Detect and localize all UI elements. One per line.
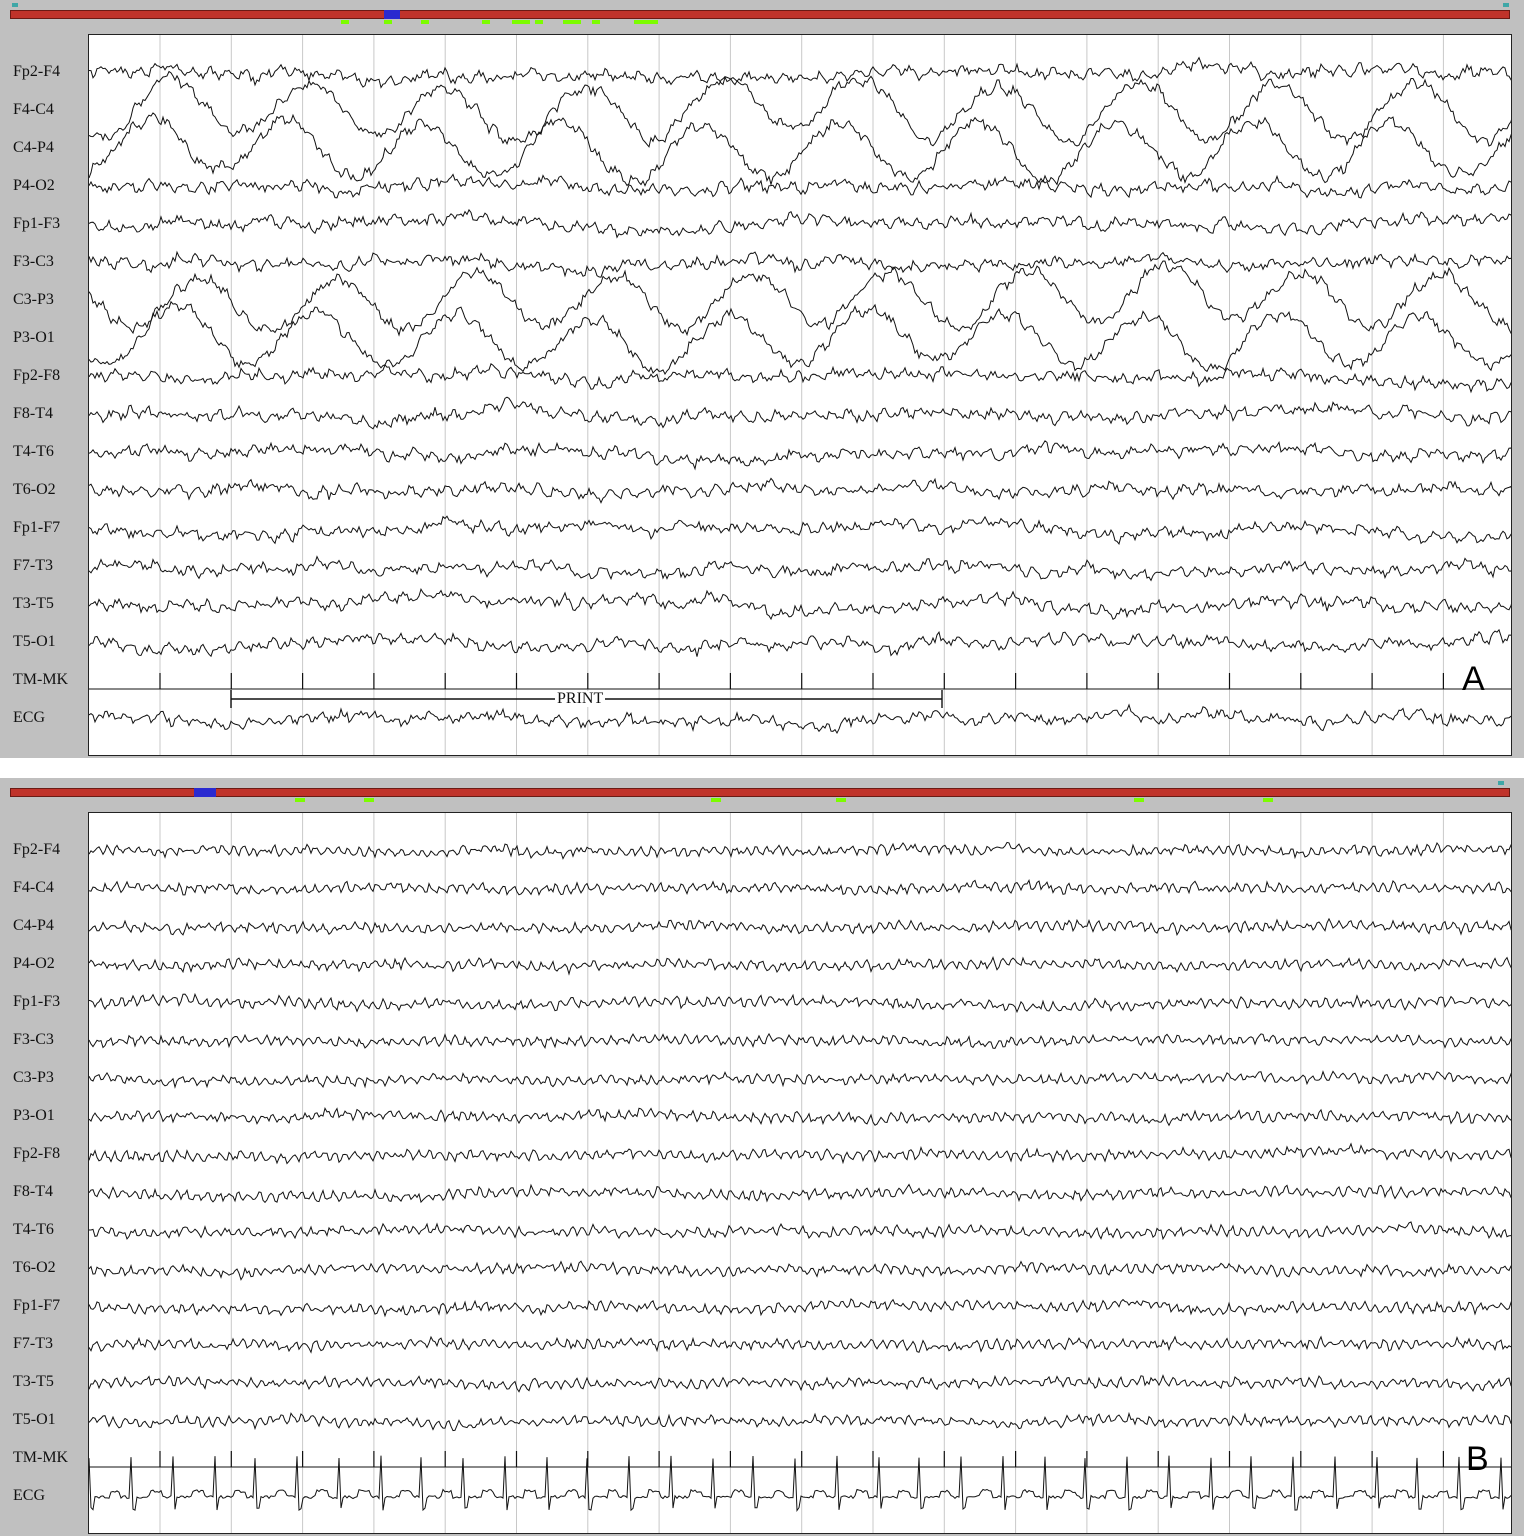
event-marker[interactable] [836, 798, 846, 802]
event-marker[interactable] [563, 20, 581, 24]
channel-label: ECG [13, 709, 45, 726]
event-marker[interactable] [592, 20, 600, 24]
channel-label: T5-O1 [13, 1411, 56, 1428]
eeg-trace-area[interactable] [88, 34, 1512, 756]
channel-label: C3-P3 [13, 291, 54, 308]
channel-label: T4-T6 [13, 443, 54, 460]
channel-label: C4-P4 [13, 917, 54, 934]
eeg-trace-area[interactable] [88, 812, 1512, 1534]
channel-label: F7-T3 [13, 1335, 53, 1352]
channel-label: F8-T4 [13, 1183, 53, 1200]
event-marker[interactable] [364, 798, 374, 802]
channel-label: F4-C4 [13, 101, 54, 118]
channel-label: T6-O2 [13, 1259, 56, 1276]
channel-label: P4-O2 [13, 955, 55, 972]
channel-label: Fp2-F8 [13, 1145, 61, 1162]
channel-label: Fp1-F7 [13, 1297, 61, 1314]
channel-label: Fp2-F8 [13, 367, 61, 384]
event-marker[interactable] [512, 20, 530, 24]
channel-label: Fp1-F3 [13, 215, 61, 232]
event-marker[interactable] [1134, 798, 1144, 802]
channel-label: F8-T4 [13, 405, 53, 422]
channel-label: Fp2-F4 [13, 63, 61, 80]
channel-label: Fp1-F3 [13, 993, 61, 1010]
channel-label: T3-T5 [13, 595, 54, 612]
eeg-traces-svg [89, 813, 1512, 1534]
channel-label: TM-MK [13, 1449, 69, 1466]
time-marker-channel [89, 673, 1512, 689]
timeline-end-marker-icon[interactable] [1503, 3, 1509, 7]
event-marker[interactable] [384, 20, 392, 24]
panel-letter: B [1466, 1440, 1489, 1478]
panel-letter: A [1462, 660, 1485, 698]
channel-label: T6-O2 [13, 481, 56, 498]
print-range-label: PRINT [557, 690, 604, 707]
event-marker[interactable] [535, 20, 543, 24]
event-marker[interactable] [1263, 798, 1273, 802]
channel-label: T5-O1 [13, 633, 56, 650]
timeline-current-window[interactable] [194, 788, 216, 797]
channel-label: TM-MK [13, 671, 69, 688]
time-marker-channel [89, 1451, 1512, 1467]
channel-label: F7-T3 [13, 557, 53, 574]
channel-label: C4-P4 [13, 139, 54, 156]
channel-label: P3-O1 [13, 1107, 55, 1124]
eeg-traces-svg [89, 35, 1512, 756]
event-marker[interactable] [634, 20, 658, 24]
event-marker[interactable] [421, 20, 429, 24]
event-marker[interactable] [295, 798, 305, 802]
event-marker[interactable] [711, 798, 721, 802]
eeg-panel-a [0, 0, 1524, 758]
timeline-current-window[interactable] [384, 10, 400, 19]
channel-label: Fp2-F4 [13, 841, 61, 858]
channel-label: C3-P3 [13, 1069, 54, 1086]
channel-label: Fp1-F7 [13, 519, 61, 536]
channel-label: ECG [13, 1487, 45, 1504]
channel-label: P4-O2 [13, 177, 55, 194]
channel-label: P3-O1 [13, 329, 55, 346]
event-marker[interactable] [341, 20, 349, 24]
recording-timeline[interactable] [10, 788, 1510, 797]
channel-label: T4-T6 [13, 1221, 54, 1238]
eeg-panel-b [0, 778, 1524, 1536]
recording-timeline[interactable] [10, 10, 1510, 19]
channel-label: F3-C3 [13, 253, 54, 270]
timeline-end-marker-icon[interactable] [1498, 781, 1504, 785]
channel-label: F3-C3 [13, 1031, 54, 1048]
channel-label: F4-C4 [13, 879, 54, 896]
timeline-start-marker-icon[interactable] [12, 3, 18, 7]
channel-label: T3-T5 [13, 1373, 54, 1390]
panel-divider [0, 758, 1524, 778]
event-marker[interactable] [482, 20, 490, 24]
